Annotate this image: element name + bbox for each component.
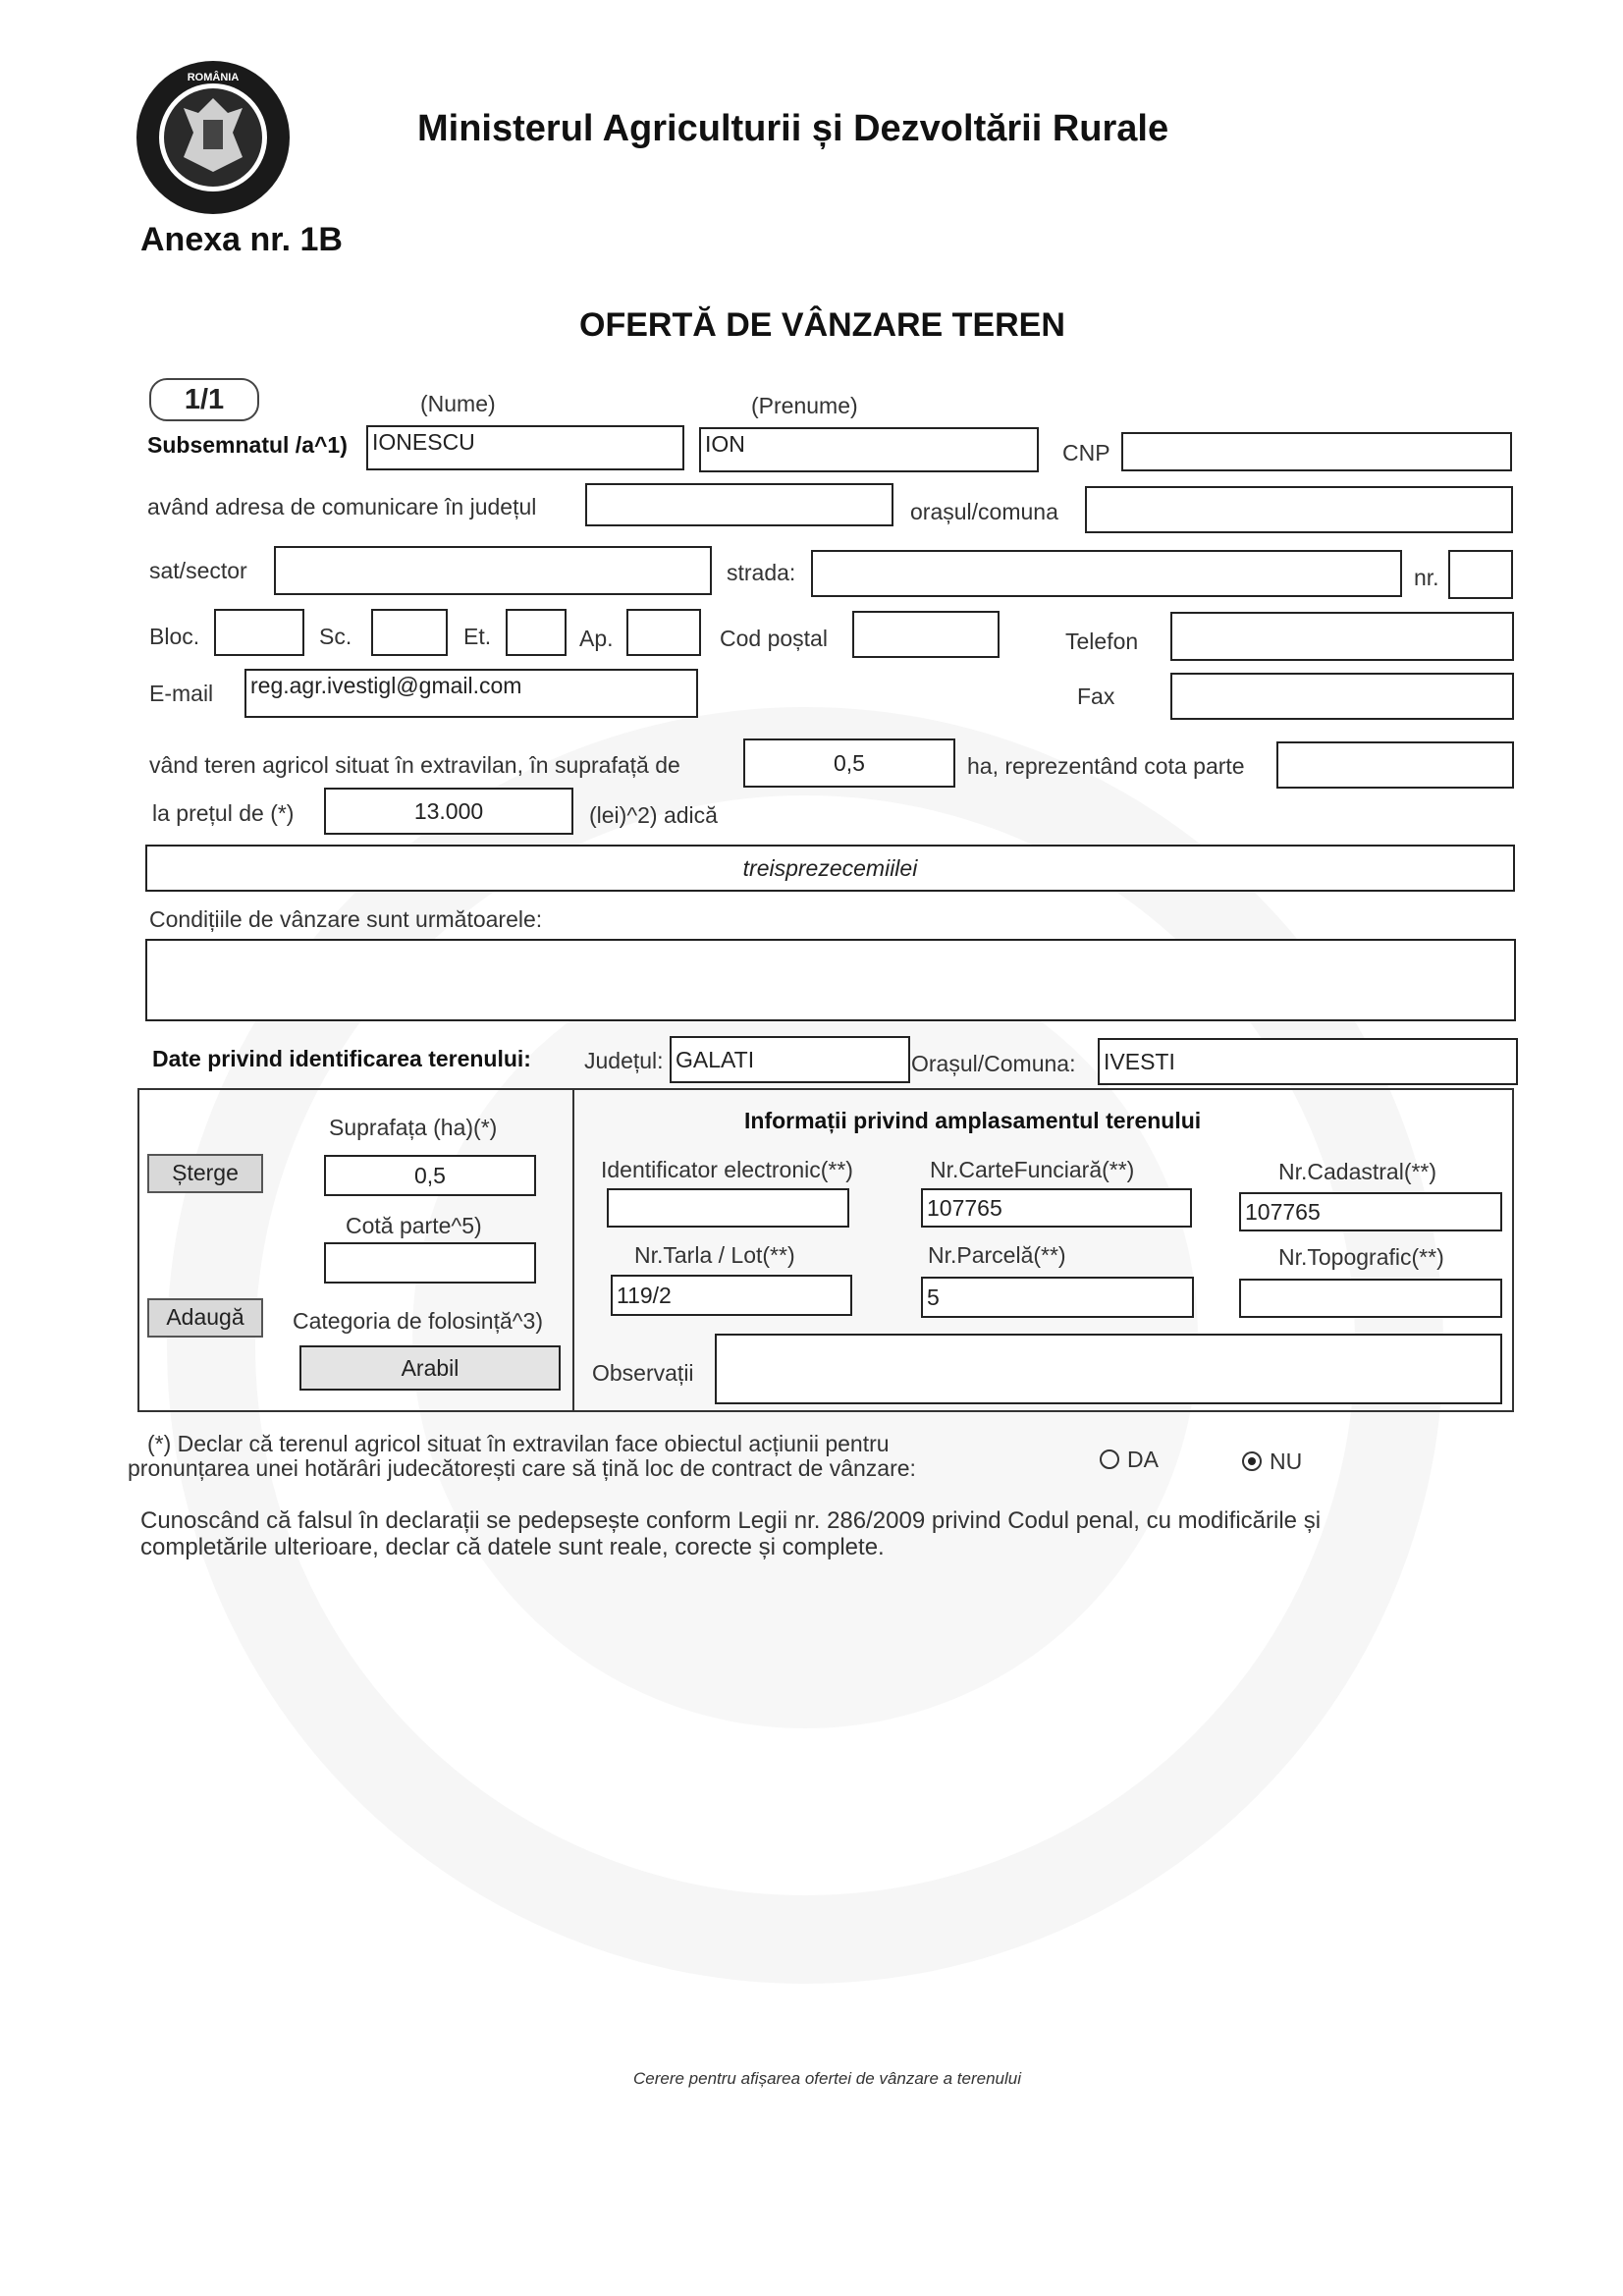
- declaration-line-2: pronunțarea unei hotărâri judecătorești care să țină loc de contract de vânzare:: [128, 1455, 916, 1481]
- id-electronic-label: Identificator electronic(**): [601, 1157, 853, 1182]
- info-heading: Informații privind amplasamentul terenului: [744, 1108, 1202, 1133]
- legal-line-2: completările ulterioare, declar că datele sunt reale, corecte și complete.: [140, 1534, 885, 1560]
- observatii-label: Observații: [592, 1360, 694, 1386]
- footer-note: Cerere pentru afișarea ofertei de vânzare a terenului: [633, 2069, 1022, 2088]
- ministry-logo: [135, 59, 292, 216]
- cod-postal-field[interactable]: [852, 611, 1000, 658]
- subsemnatul-label: Subsemnatul /a^1): [147, 432, 348, 458]
- carte-funciara-label: Nr.CarteFunciară(**): [930, 1157, 1135, 1182]
- observatii-field[interactable]: [715, 1334, 1502, 1404]
- sat-label: sat/sector: [149, 558, 247, 583]
- svg-text:ROMÂNIA: ROMÂNIA: [187, 72, 240, 83]
- cadastral-label: Nr.Cadastral(**): [1278, 1159, 1437, 1184]
- bloc-label: Bloc.: [149, 624, 200, 649]
- oras-label: orașul/comuna: [910, 499, 1058, 524]
- suprafata-field[interactable]: 0,5: [743, 738, 955, 788]
- pret-litere-field[interactable]: [145, 845, 1515, 892]
- sterge-button[interactable]: Șterge: [147, 1154, 263, 1193]
- annex-label: Anexa nr. 1B: [140, 221, 343, 258]
- lei-label: (lei)^2) adică: [589, 802, 718, 828]
- tarla-label: Nr.Tarla / Lot(**): [634, 1242, 795, 1268]
- adauga-button[interactable]: Adaugă: [147, 1298, 263, 1338]
- pret-field[interactable]: 13.000: [324, 788, 573, 835]
- strada-field[interactable]: [811, 550, 1402, 597]
- email-label: E-mail: [149, 681, 214, 706]
- ap-label: Ap.: [579, 626, 614, 651]
- conditii-label: Condițiile de vânzare sunt următoarele:: [149, 906, 543, 932]
- radio-nu-label: NU: [1270, 1449, 1303, 1474]
- fax-label: Fax: [1077, 683, 1115, 709]
- prenume-label: (Prenume): [751, 393, 858, 418]
- identification-heading: Date privind identificarea terenului:: [152, 1046, 531, 1071]
- cnp-label: CNP: [1062, 440, 1110, 465]
- nume-field[interactable]: IONESCU: [366, 425, 684, 470]
- page-title: OFERTĂ DE VÂNZARE TEREN: [579, 306, 1065, 344]
- et-label: Et.: [463, 624, 492, 649]
- page-counter: [149, 378, 259, 421]
- sc-label: Sc.: [319, 624, 352, 649]
- topografic-label: Nr.Topografic(**): [1278, 1244, 1444, 1270]
- sc-field[interactable]: [371, 609, 448, 656]
- id-oras-label: Orașul/Comuna:: [911, 1051, 1076, 1076]
- tarla-field[interactable]: 119/2: [611, 1275, 852, 1316]
- teren-label: vând teren agricol situat în extravilan, în suprafață de: [149, 752, 680, 778]
- nr-field[interactable]: [1448, 550, 1513, 599]
- page-counter-text: 1/1: [184, 384, 225, 415]
- table-divider: [572, 1090, 574, 1410]
- legal-line-1: Cunoscând că falsul în declarații se pedepsește conform Legii nr. 286/2009 privind Codul penal, cu modificările și: [140, 1507, 1322, 1534]
- judet-field[interactable]: [585, 483, 893, 526]
- cod-postal-label: Cod poștal: [720, 626, 828, 651]
- categoria-label: Categoria de folosință^3): [293, 1308, 543, 1334]
- id-judet-field[interactable]: GALATI: [670, 1036, 910, 1083]
- fax-field[interactable]: [1170, 673, 1514, 720]
- cota-field[interactable]: [1276, 741, 1514, 789]
- ha-label: ha, reprezentând cota parte: [967, 753, 1245, 779]
- radio-da[interactable]: [1100, 1449, 1119, 1469]
- strada-label: strada:: [727, 560, 796, 585]
- pret-litere-text: treisprezecemiilei: [742, 855, 918, 881]
- declaration-line-1: (*) Declar că terenul agricol situat în extravilan face obiectul acțiunii pentru: [147, 1431, 890, 1456]
- radio-nu[interactable]: [1242, 1451, 1262, 1471]
- oras-field[interactable]: [1085, 486, 1513, 533]
- nume-label: (Nume): [420, 391, 496, 416]
- ap-field[interactable]: [626, 609, 701, 656]
- id-oras-field[interactable]: IVESTI: [1098, 1038, 1518, 1085]
- cadastral-field[interactable]: 107765: [1239, 1192, 1502, 1231]
- telefon-label: Telefon: [1065, 629, 1139, 654]
- sat-field[interactable]: [274, 546, 712, 595]
- carte-funciara-field[interactable]: 107765: [921, 1188, 1192, 1228]
- id-judet-label: Județul:: [584, 1048, 664, 1073]
- conditii-field[interactable]: [145, 939, 1516, 1021]
- nr-label: nr.: [1414, 565, 1439, 590]
- cota-parte-label: Cotă parte^5): [346, 1213, 482, 1238]
- suprafata-ha-label: Suprafața (ha)(*): [329, 1115, 498, 1140]
- bloc-field[interactable]: [214, 609, 304, 656]
- ministry-title: Ministerul Agriculturii și Dezvoltării Rurale: [417, 108, 1169, 149]
- id-electronic-field[interactable]: [607, 1188, 849, 1228]
- parcela-field[interactable]: 5: [921, 1277, 1194, 1318]
- table-cota-field[interactable]: [324, 1242, 536, 1284]
- radio-da-label: DA: [1127, 1447, 1159, 1472]
- cnp-field[interactable]: [1121, 432, 1512, 471]
- parcela-label: Nr.Parcelă(**): [928, 1242, 1066, 1268]
- et-field[interactable]: [506, 609, 567, 656]
- judet-label: având adresa de comunicare în județul: [147, 494, 537, 519]
- telefon-field[interactable]: [1170, 612, 1514, 661]
- table-suprafata-field[interactable]: 0,5: [324, 1155, 536, 1196]
- pret-label: la prețul de (*): [152, 800, 295, 826]
- email-field[interactable]: reg.agr.ivestigl@gmail.com: [244, 669, 698, 718]
- topografic-field[interactable]: [1239, 1279, 1502, 1318]
- prenume-field[interactable]: ION: [699, 427, 1039, 472]
- categoria-select[interactable]: Arabil: [299, 1345, 561, 1391]
